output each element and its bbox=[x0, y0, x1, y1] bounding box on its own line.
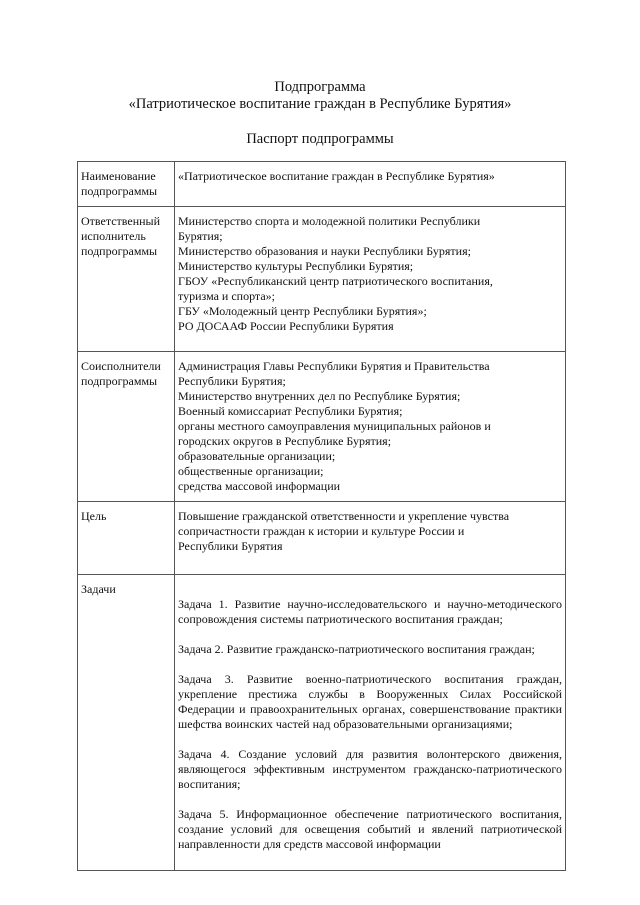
value-cell-tasks bbox=[175, 575, 566, 871]
task-item-2: Задача 2. Развитие гражданско-патриотического воспитания граждан; bbox=[178, 642, 535, 656]
task-item-4: Задача 4. Создание условий для развития волонтерского движения, являющегося эффективным инструментом гражданско-патриотического воспитания; bbox=[178, 747, 562, 791]
program-name-heading: «Патриотическое воспитание граждан в Республике Бурятия» bbox=[128, 96, 512, 112]
table-row-name bbox=[78, 162, 566, 207]
label-cell-coexecutors: Соисполнители подпрограммы bbox=[78, 352, 175, 502]
label-cell-goal: Цель bbox=[78, 502, 175, 575]
table-row-responsible bbox=[78, 207, 566, 352]
passport-table bbox=[77, 161, 566, 871]
value-cell-responsible: Министерство спорта и молодежной политики Республики Бурятия; Министерство образования и науки Республики Бурятия; Министерство культуры Республики Бурятия; ГБОУ «Республиканский центр патриотического воспитания, туризма и спорта»; ГБУ «Молодежный центр Республики Бурятия»; РО ДОСААФ России Республики Бурятия bbox=[175, 207, 566, 352]
doc-heading: Подпрограмма bbox=[274, 79, 366, 95]
task-item-5: Задача 5. Информационное обеспечение патриотического воспитания, создание условий для освещения событий и явлений патриотической направленности для средств массовой информации bbox=[178, 807, 562, 851]
label-cell-tasks: Задачи bbox=[78, 575, 175, 871]
value-cell-name: «Патриотическое воспитание граждан в Республике Бурятия» bbox=[175, 162, 566, 207]
passport-heading: Паспорт подпрограммы bbox=[246, 131, 394, 147]
task-item-1: Задача 1. Развитие научно-исследовательского и научно-методического сопровождения системы патриотического воспитания граждан; bbox=[178, 597, 562, 626]
table-row-goal bbox=[78, 502, 566, 575]
task-item-3: Задача 3. Развитие военно-патриотического воспитания граждан, укрепление престижа службы в Вооруженных Силах Российской Федерации и правоохранительных органах, совершенствование практики шефства воинских частей над образовательными организациями; bbox=[178, 672, 562, 731]
label-cell-name: Наименование подпрограммы bbox=[78, 162, 175, 207]
value-cell-coexecutors: Администрация Главы Республики Бурятия и Правительства Республики Бурятия; Министерство внутренних дел по Республике Бурятия; Военный комиссариат Республики Бурятия; органы местного самоуправления муниципальных районов и городских округов в Республике Бурятия; образовательные организации; общественные организации; средства массовой информации bbox=[175, 352, 566, 502]
table-row-coexecutors bbox=[78, 352, 566, 502]
label-cell-responsible: Ответственный исполнитель подпрограммы bbox=[78, 207, 175, 352]
value-cell-goal: Повышение гражданской ответственности и укрепление чувства сопричастности граждан к истории и культуре России и Республики Бурятия bbox=[175, 502, 566, 575]
table-row-tasks bbox=[78, 575, 566, 871]
